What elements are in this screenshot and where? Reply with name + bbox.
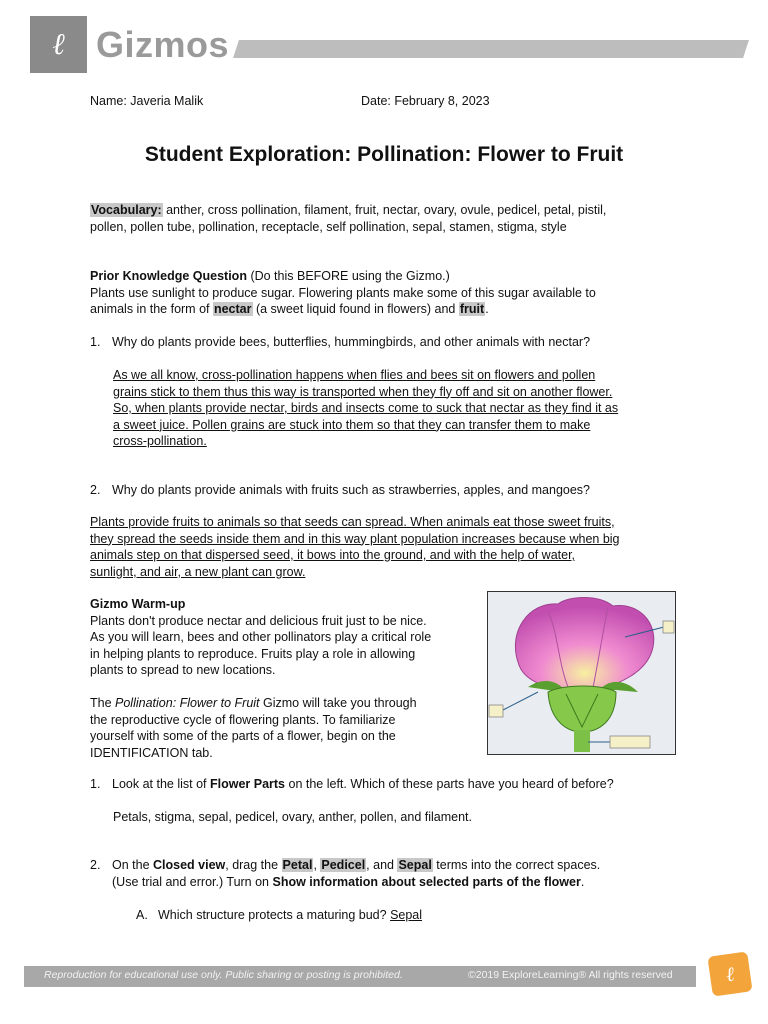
date: Date: February 8, 2023 [361,94,490,108]
term-petal: Petal [282,858,313,872]
question-1: 1. Why do plants provide bees, butterflies, hummingbirds, and other animals with nectar? [90,335,591,349]
gizmos-logo: ℓ [30,16,87,73]
question-2: 2. Why do plants provide animals with fruits such as strawberries, apples, and mangoes? [90,483,591,497]
flower-diagram [487,591,676,755]
term-fruit: fruit [459,302,485,316]
warmup-answer-1[interactable]: Petals, stigma, sepal, pedicel, ovary, anther, pollen, and filament. [113,810,472,824]
footer-notice: Reproduction for educational use only. Public sharing or posting is prohibited. [44,969,403,981]
term-pedicel: Pedicel [321,858,366,872]
brand-name: Gizmos [96,24,230,65]
warmup-heading: Gizmo Warm-up [90,597,186,611]
warmup-question-2a: A. Which structure protects a maturing bud? Sepal [136,908,423,922]
vocabulary-label: Vocabulary: [91,203,162,217]
header-decor-bar [233,40,749,58]
page-title: Student Exploration: Pollination: Flower to Fruit [144,143,624,166]
answer-1[interactable]: As we all know, cross-pollination happens when flies and bees sit on flowers and pollen grains stick to them thus this way is transported when they fly off and sit on another flower. So, when plants provide nectar, birds and insects come to suck that nectar as they find it as a sweet juice. Pollen grains are stuck into them so that they can transfer them to make cross-pollination. [113,368,619,448]
term-sepal: Sepal [398,858,432,872]
warmup-question-2: 2. On the Closed view, drag the Petal, Pedicel, and Sepal terms into the correct spaces. (Use trial and error.) Turn on Show information about selected parts of the flower. [90,858,601,889]
answer-2[interactable]: Plants provide fruits to animals so that seeds can spread. When animals eat those sweet fruits, they spread the seeds inside them and in this way plant population increases because when big animals step on that dispersed seed, it bows into the ground, and with the help of water, sunlight, and air, a new plant can grow. [90,515,620,579]
footer-copyright: ©2019 ExploreLearning® All rights reserved [468,969,673,981]
flower-illustration [488,592,675,754]
warmup-question-1: 1. Look at the list of Flower Parts on the left. Which of these parts have you heard of before? [90,777,614,791]
term-nectar: nectar [213,302,252,316]
vocabulary: Vocabulary: anther, cross pollination, filament, fruit, nectar, ovary, ovule, pedicel, petal, pistil, pollen, pollen tube, pollination, receptacle, self pollination, sepal, stamen, stigma, style [90,203,607,234]
prior-heading: Prior Knowledge Question [90,269,247,283]
answer-2a[interactable]: Sepal [390,908,423,922]
student-name: Name: Javeria Malik [90,94,204,108]
warmup: Gizmo Warm-up Plants don't produce nectar and delicious fruit just to be nice. As you will learn, bees and other pollinators play a critical role in helping plants to reproduce. Fruits play a role in allowing plants to spread to new locations. The Pollination: Flower to Fruit Gizmo will take you through the reproductive cycle of flowering plants. To familiarize yourself with some of the parts of a flower, begin on the IDENTIFICATION tab. [90,596,480,761]
prior-knowledge: Prior Knowledge Question (Do this BEFORE using the Gizmo.) Plants use sunlight to produce sugar. Flowering plants make some of this sugar available to animals in the form of nectar (a sweet liquid found in flowers) and fruit. [90,269,596,316]
explorelearning-logo: ℓ [707,951,752,996]
